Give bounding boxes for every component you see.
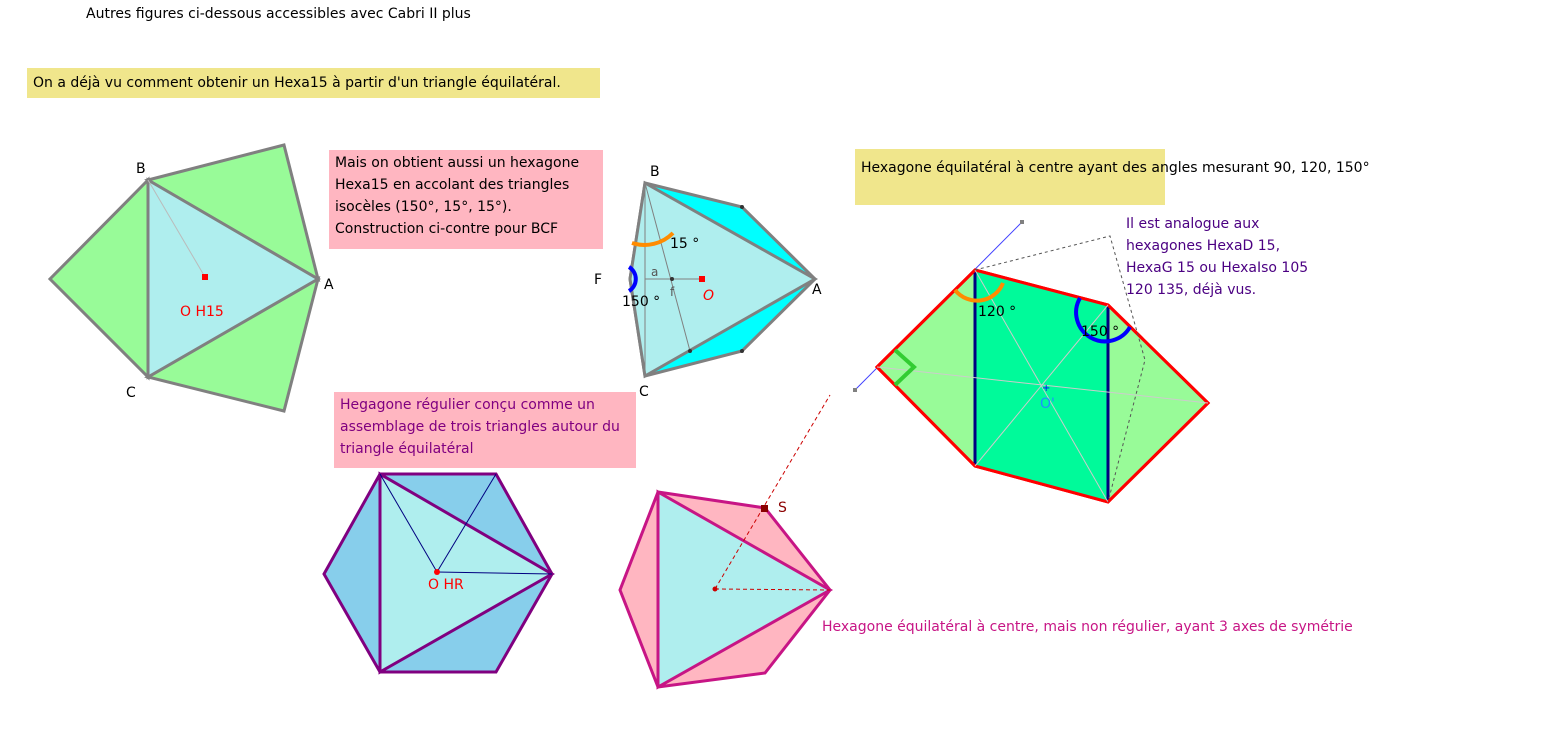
label-c: C — [126, 385, 136, 401]
angle-label-120: 120 ° — [978, 304, 1017, 320]
label-c: C — [639, 384, 649, 400]
label-a: A — [812, 282, 822, 298]
center-cross: + — [1042, 383, 1051, 394]
center-label: O — [703, 288, 715, 304]
angle-label-150: 150 ° — [622, 294, 661, 310]
bcf-note-line: isocèles (150°, 15°, 15°). — [335, 199, 512, 215]
center-label: O HR — [428, 577, 464, 593]
angle-label-150: 150 ° — [1081, 324, 1120, 340]
intro-note: On a déjà vu comment obtenir un Hexa15 à partir d'un triangle équilatéral. — [27, 68, 600, 98]
regular-note-line: assemblage de trois triangles autour du — [340, 419, 620, 435]
figure-symmetry — [620, 395, 830, 687]
analogue-note-line: hexagones HexaD 15, — [1126, 238, 1281, 254]
label-s: S — [778, 500, 787, 516]
bcf-note-line: Hexa15 en accolant des triangles — [335, 177, 570, 193]
vertex-point — [688, 349, 692, 353]
vertex-point — [740, 205, 744, 209]
regular-note-line: triangle équilatéral — [340, 441, 474, 457]
analogue-note-line: HexaG 15 ou HexaIso 105 — [1126, 260, 1309, 276]
regular-note-line: Hegagone régulier conçu comme un — [340, 397, 595, 413]
label-a: A — [324, 277, 334, 293]
figure-h15 — [50, 145, 334, 411]
figure-angles — [853, 220, 1208, 502]
angle-label-15: 15 ° — [670, 236, 700, 252]
label-small-a: a — [651, 265, 659, 279]
vertex-point — [670, 277, 674, 281]
figure-regular — [324, 474, 552, 672]
analogue-note-line: Il est analogue aux — [1126, 216, 1260, 232]
page-title: Autres figures ci-dessous accessibles avec Cabri II plus — [86, 6, 471, 22]
center-label: O H15 — [180, 304, 224, 320]
label-b: B — [136, 161, 146, 177]
center-point — [202, 274, 208, 280]
center-point — [434, 569, 440, 575]
analogue-note-line: 120 135, déjà vus. — [1126, 282, 1257, 298]
center-point — [699, 276, 705, 282]
center-point — [713, 587, 718, 592]
figure-bcf — [594, 164, 822, 400]
label-f: F — [594, 272, 603, 288]
point-s — [761, 505, 768, 512]
center-label: O' — [1040, 396, 1055, 412]
green-triangle-left — [50, 180, 148, 377]
axis-handle — [853, 388, 857, 392]
axis-handle — [1020, 220, 1024, 224]
bcf-note-line: Mais on obtient aussi un hexagone — [335, 155, 580, 171]
label-b: B — [650, 164, 660, 180]
label-small-f: f — [670, 285, 675, 299]
symmetry-caption: Hexagone équilatéral à centre, mais non régulier, ayant 3 axes de symétrie — [822, 619, 1353, 635]
bcf-note-line: Construction ci-contre pour BCF — [335, 221, 559, 237]
angles-note: Hexagone équilatéral à centre ayant des angles mesurant 90, 120, 150° — [855, 149, 1165, 205]
vertex-point — [740, 349, 744, 353]
